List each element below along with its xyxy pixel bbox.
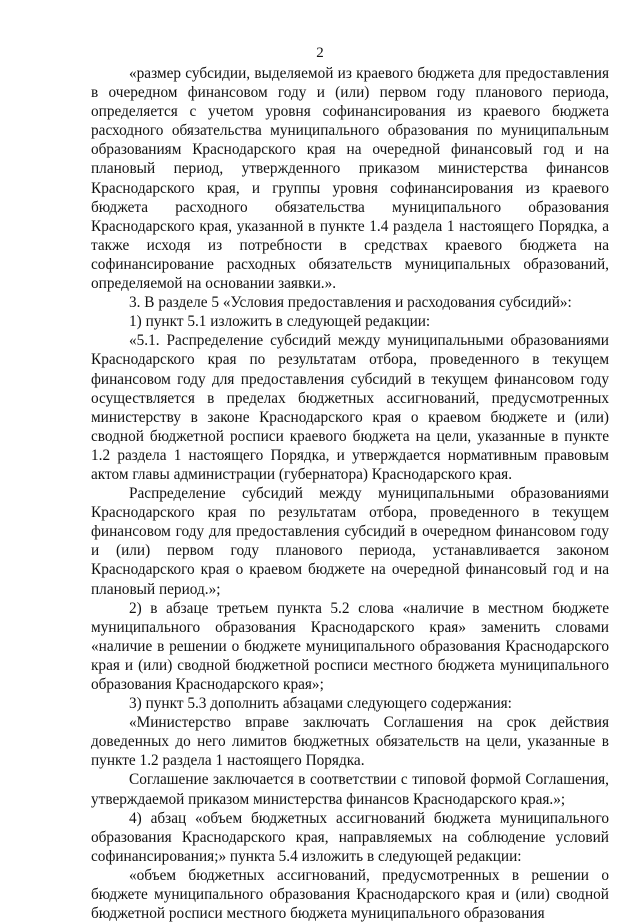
paragraph-section-5-heading: 3. В разделе 5 «Условия предоставления и расходования субсидий»: xyxy=(129,294,572,312)
paragraph-item-4: 4) абзац «объем бюджетных ассигнований бюджета муниципального образования Краснодарского края, направляемых на соблюдение условий софинансирования;» пункта 5.4 изложить в следующей редакции: xyxy=(91,809,609,865)
paragraph-distribution: Распределение субсидий между муниципальными образованиями Краснодарского края по результатам отбора, проведенного в текущем финансовом году для предоставления субсидий в очередном финансовом году и (или) первом году планового периода, устанавливается законом Краснодарского края о краевом бюджете на очередной финансовый год и на плановый период.»; xyxy=(91,485,609,598)
paragraph-item-1: 1) пункт 5.1 изложить в следующей редакции: xyxy=(129,313,431,331)
paragraph-item-3: 3) пункт 5.3 дополнить абзацами следующего содержания: xyxy=(129,695,512,713)
paragraph-item-2: 2) в абзаце третьем пункта 5.2 слова «наличие в местном бюджете муниципального образования Краснодарского края» заменить словами «наличие в решении о бюджете муниципального образования Краснодарского края и (или) сводной бюджетной росписи местного бюджета муниципального образования Краснодарского края»; xyxy=(91,599,609,693)
paragraph-ministry-agreements: «Министерство вправе заключать Соглашения на срок действия доведенных до него лимитов бюджетных обязательств на цели, указанные в пункте 1.2 раздела 1 настоящего Порядка. xyxy=(91,714,609,770)
paragraph-budget-allocations: «объем бюджетных ассигнований, предусмотренных в решении о бюджете муниципального образования Краснодарского края и (или) сводной бюджетной росписи местного бюджета муниципального образования xyxy=(91,866,609,923)
page-number: 2 xyxy=(316,45,324,61)
paragraph-clause-5-1: «5.1. Распределение субсидий между муниципальными образованиями Краснодарского края по результатам отбора, проведенного в текущем финансовом году для предоставления субсидий в текущем финансовом году осуществляется в пределах бюджетных ассигнований, предусмотренных министерству в законе Краснодарского края о краевом бюджете и (или) сводной бюджетной росписи краевого бюджета на цели, указанные в пункте 1.2 раздела 1 настоящего Порядка, и утверждается нормативным правовым актом главы администрации (губернатора) Краснодарского края. xyxy=(91,332,609,483)
paragraph-agreement-form: Соглашение заключается в соответствии с типовой формой Соглашения, утверждаемой приказом министерства финансов Краснодарского края.»; xyxy=(91,771,609,808)
document-body xyxy=(91,64,609,923)
paragraph-subsidy-size: «размер субсидии, выделяемой из краевого бюджета для предоставления в очередном финансовом году и (или) первом году планового периода, определяется с учетом уровня софинансирования из краевого бюджета расходного обязательства муниципального образования по муниципальным образованиям Краснодарского края на очередной финансовый год и на плановый период, утвержденного приказом министерства финансов Краснодарского края, и группы уровня софинансирования из краевого бюджета расходного обязательства муниципального образования Краснодарского края, указанной в пункте 1.4 раздела 1 настоящего Порядка, а также исходя из потребности в средствах краевого бюджета на софинансирование расходных обязательств муниципальных образований, определяемой на основании заявки.». xyxy=(91,65,609,293)
